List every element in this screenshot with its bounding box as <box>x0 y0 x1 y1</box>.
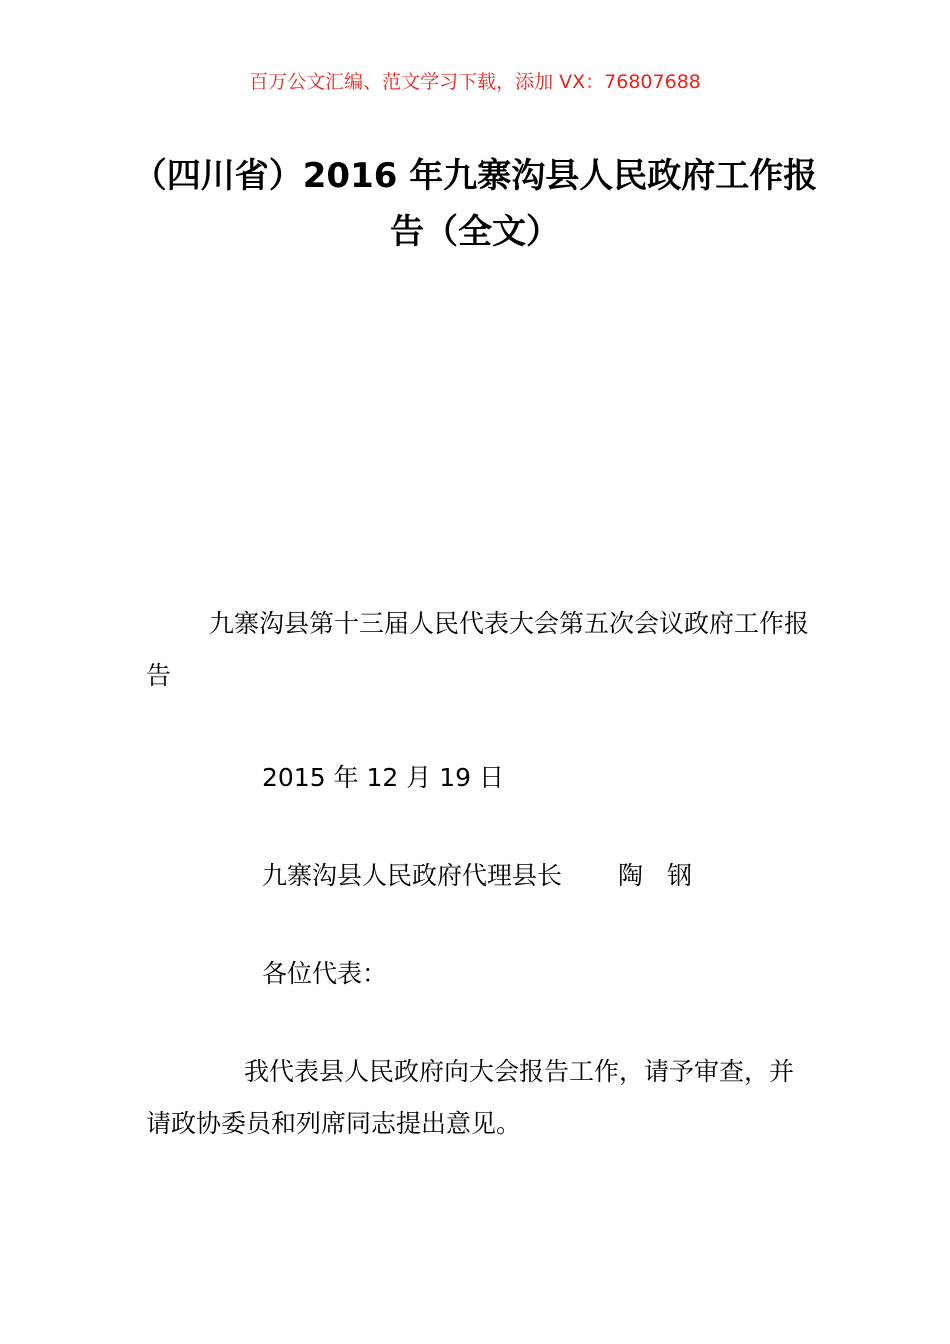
meeting-line: 九寨沟县第十三届人民代表大会第五次会议政府工作报告 <box>146 609 810 690</box>
speaker-name: 陶钢 <box>618 861 717 890</box>
salutation: 各位代表： <box>262 959 388 988</box>
speaker-line <box>262 850 716 902</box>
speaker-role: 九寨沟县人民政府代理县长 <box>262 861 563 890</box>
document-title: （四川省）2016 年九寨沟县人民政府工作报告（全文） <box>132 156 818 252</box>
report-date: 2015 年 12 月 19 日 <box>262 763 504 792</box>
header-notice: 百万公文汇编、范文学习下载，添加 VX：76807688 <box>249 71 701 93</box>
opening-paragraph: 我代表县人民政府向大会报告工作，请予审查，并请政协委员和列席同志提出意见。 <box>146 1057 795 1138</box>
